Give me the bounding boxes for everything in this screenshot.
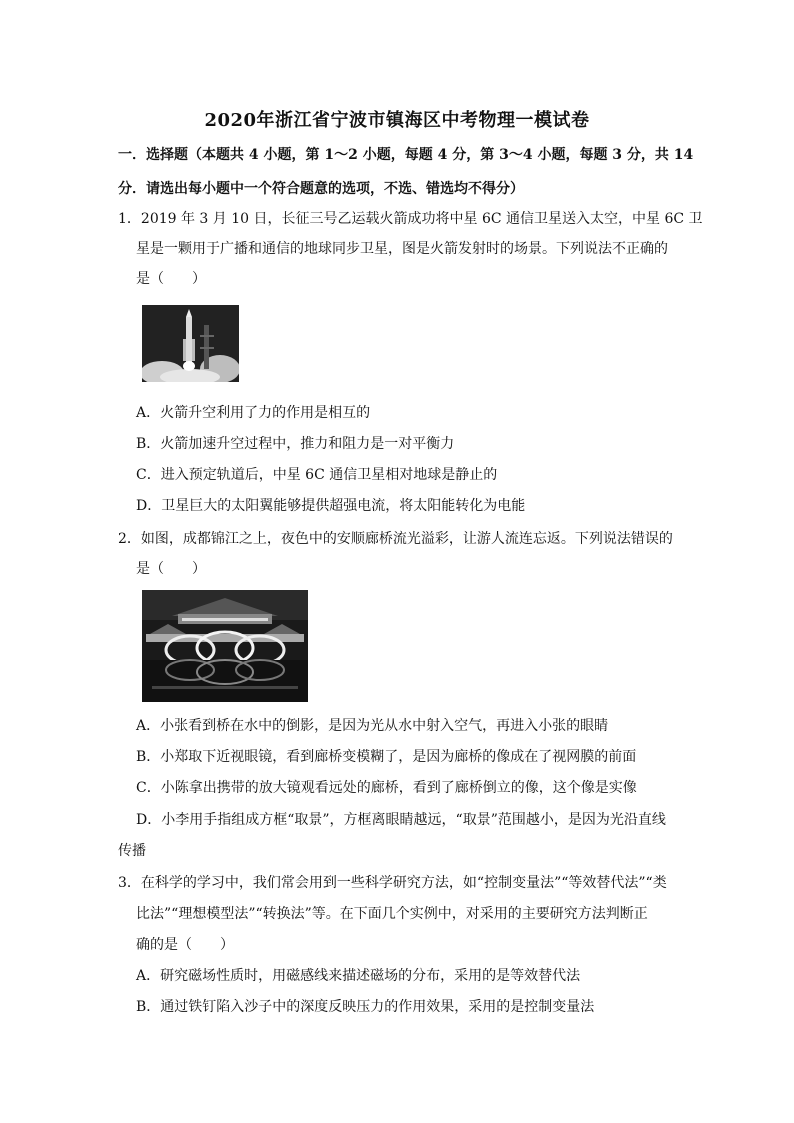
q1-option-b: B．火箭加速升空过程中，推力和阻力是一对平衡力 [136, 436, 455, 452]
section-heading-line-1: 一．选择题（本题共 4 小题，第 1～2 小题，每题 4 分，第 3～4 小题，每题 3 分，共 14 [118, 147, 694, 163]
q1-stem-line-3: 是（ ） [136, 271, 206, 287]
q3-option-a: A．研究磁场性质时，用磁感线来描述磁场的分布，采用的是等效替代法 [136, 968, 581, 984]
q2-option-a: A．小张看到桥在水中的倒影，是因为光从水中射入空气，再进入小张的眼睛 [136, 718, 609, 734]
bridge-night-image [142, 590, 308, 702]
page-title: 2020年浙江省宁波市镇海区中考物理一模试卷 [204, 110, 590, 131]
q2-option-d-continuation: 传播 [118, 843, 146, 859]
q3-stem-line-1: 3．在科学的学习中，我们常会用到一些科学研究方法，如“控制变量法”“等效替代法”“类 [118, 875, 667, 891]
q1-stem-line-1: 1．2019 年 3 月 10 日，长征三号乙运载火箭成功将中星 6C 通信卫星送入太空，中星 6C 卫 [118, 211, 703, 227]
section-heading-line-2: 分．请选出每小题中一个符合题意的选项，不选、错选均不得分） [118, 181, 524, 197]
q2-stem-line-2: 是（ ） [136, 561, 206, 577]
q2-option-c: C．小陈拿出携带的放大镜观看远处的廊桥，看到了廊桥倒立的像，这个像是实像 [136, 780, 637, 796]
rocket-launch-photo [142, 305, 239, 382]
q2-option-b: B．小郑取下近视眼镜，看到廊桥变模糊了，是因为廊桥的像成在了视网膜的前面 [136, 749, 637, 765]
q1-stem-line-2: 星是一颗用于广播和通信的地球同步卫星，图是火箭发射时的场景。下列说法不正确的 [136, 241, 668, 257]
rocket-launch-image [142, 305, 239, 382]
q3-option-b: B．通过铁钉陷入沙子中的深度反映压力的作用效果，采用的是控制变量法 [136, 999, 595, 1015]
q3-stem-line-2: 比法”“理想模型法”“转换法”等。在下面几个实例中，对采用的主要研究方法判断正 [136, 906, 648, 922]
anshun-bridge-photo [142, 590, 308, 702]
q1-option-c: C．进入预定轨道后，中星 6C 通信卫星相对地球是静止的 [136, 467, 498, 483]
q1-option-a: A．火箭升空利用了力的作用是相互的 [136, 405, 371, 421]
q2-option-d: D．小李用手指组成方框“取景”，方框离眼睛越远，“取景”范围越小，是因为光沿直线 [136, 812, 666, 828]
q1-option-d: D．卫星巨大的太阳翼能够提供超强电流，将太阳能转化为电能 [136, 498, 526, 514]
q2-stem-line-1: 2．如图，成都锦江之上，夜色中的安顺廊桥流光溢彩，让游人流连忘返。下列说法错误的 [118, 531, 673, 547]
q3-stem-line-3: 确的是（ ） [136, 937, 234, 953]
